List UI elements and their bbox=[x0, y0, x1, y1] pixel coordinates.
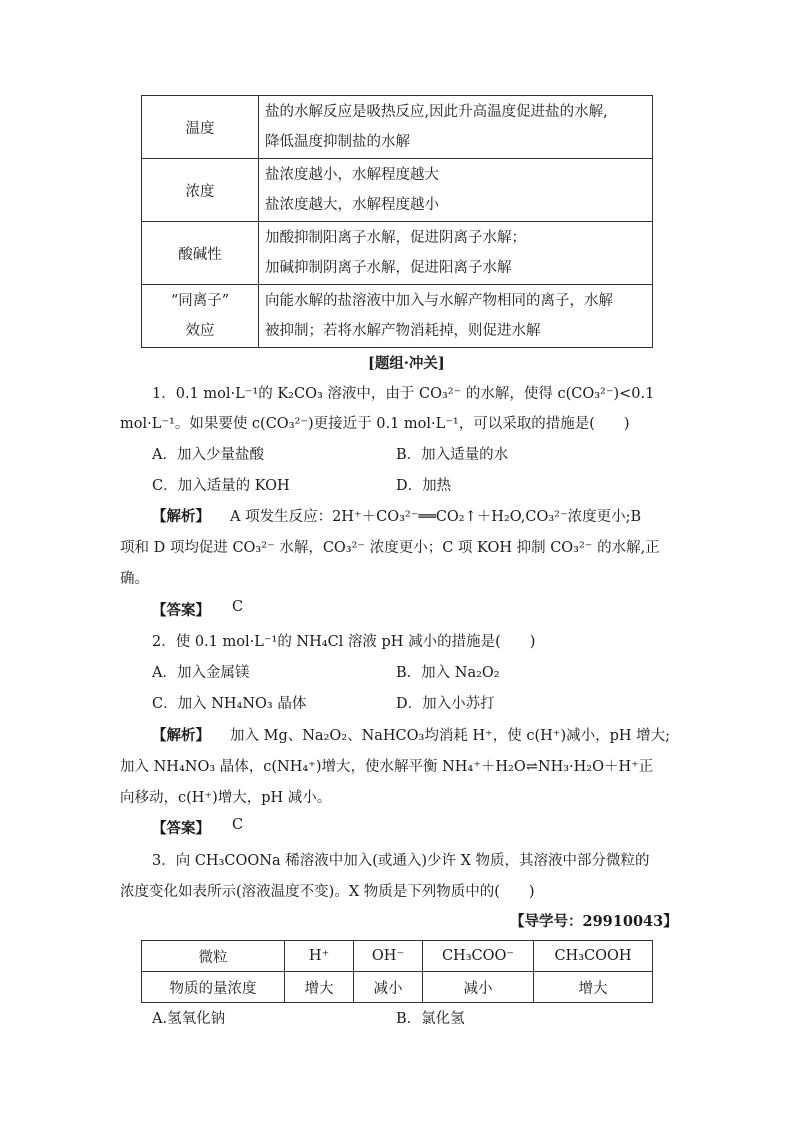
concentration-change-table bbox=[141, 940, 653, 1003]
table-row bbox=[142, 972, 653, 1003]
table-cell: 减小 bbox=[423, 972, 534, 1003]
q3-stem-line: 浓度变化如表所示(溶液温度不变)。X 物质是下列物质中的( ) bbox=[120, 884, 535, 900]
effect-cell bbox=[259, 96, 653, 159]
effect-line: 被抑制；若将水解产物消耗掉，则促进水解 bbox=[265, 323, 541, 339]
table-header-row bbox=[142, 941, 653, 972]
factor-cell: 酸碱性 bbox=[142, 222, 259, 285]
table-cell: 增大 bbox=[534, 972, 653, 1003]
q1-analysis-line: A 项发生反应：2H⁺＋CO₃²⁻══CO₂↑＋H₂O,CO₃²⁻浓度更小;B bbox=[230, 509, 642, 525]
q2-analysis-line: 加入 Mg、Na₂O₂、NaHCO₃均消耗 H⁺，使 c(H⁺)减小，pH 增大; bbox=[230, 728, 671, 744]
q1-option-d: D．加热 bbox=[396, 478, 452, 494]
table-row bbox=[142, 96, 653, 159]
q1-analysis-tag: 【解析】 bbox=[152, 508, 210, 525]
factor-cell bbox=[142, 285, 259, 348]
effect-line: 向能水解的盐溶液中加入与水解产物相同的离子，水解 bbox=[265, 293, 613, 309]
q3-option-b: B．氯化氢 bbox=[396, 1011, 465, 1027]
header-cell: CH₃COOH bbox=[534, 941, 653, 972]
q2-option-c: C．加入 NH₄NO₃ 晶体 bbox=[152, 696, 307, 712]
table-row bbox=[142, 159, 653, 222]
effect-cell bbox=[259, 222, 653, 285]
table-cell: 物质的量浓度 bbox=[142, 972, 285, 1003]
table-row bbox=[142, 285, 653, 348]
q2-option-d: D．加入小苏打 bbox=[396, 696, 495, 712]
q1-option-b: B．加入适量的水 bbox=[396, 447, 509, 463]
q1-stem-line: 1．0.1 mol·L⁻¹的 K₂CO₃ 溶液中，由于 CO₃²⁻ 的水解，使得 c(CO₃²⁻)<0.1 bbox=[152, 386, 655, 402]
factor-line: “同离子” bbox=[170, 293, 230, 309]
q2-analysis-line: 向移动，c(H⁺)增大，pH 减小。 bbox=[120, 790, 332, 806]
effect-cell bbox=[259, 285, 653, 348]
q2-analysis-tag: 【解析】 bbox=[152, 727, 210, 744]
q2-answer: C bbox=[232, 817, 244, 833]
q2-stem-line: 2．使 0.1 mol·L⁻¹的 NH₄Cl 溶液 pH 减小的措施是( ) bbox=[152, 634, 536, 650]
q2-answer-tag: 【答案】 bbox=[152, 820, 210, 837]
q1-option-c: C．加入适量的 KOH bbox=[152, 478, 290, 494]
effect-line: 加碱抑制阴离子水解，促进阳离子水解 bbox=[265, 260, 512, 276]
table-cell: 减小 bbox=[354, 972, 423, 1003]
table-row bbox=[142, 222, 653, 285]
factor-cell: 温度 bbox=[142, 96, 259, 159]
q2-option-b: B．加入 Na₂O₂ bbox=[396, 665, 500, 681]
q3-stem-line: 3．向 CH₃COONa 稀溶液中加入(或通入)少许 X 物质，其溶液中部分微粒的 bbox=[152, 853, 650, 869]
hydrolysis-factor-table bbox=[141, 95, 653, 348]
q1-analysis-line: 确。 bbox=[120, 571, 149, 587]
effect-line: 降低温度抑制盐的水解 bbox=[265, 134, 410, 150]
q3-option-a: A.氢氧化钠 bbox=[152, 1011, 226, 1027]
section-heading: [题组·冲关] bbox=[368, 355, 445, 372]
effect-line: 盐浓度越小，水解程度越大 bbox=[265, 167, 439, 183]
q1-answer: C bbox=[232, 599, 244, 615]
effect-line: 盐浓度越大，水解程度越小 bbox=[265, 197, 439, 213]
effect-line: 加酸抑制阳离子水解，促进阴离子水解； bbox=[265, 230, 526, 246]
header-cell: OH⁻ bbox=[354, 941, 423, 972]
guide-number: 【导学号：29910043】 bbox=[510, 913, 678, 930]
q1-option-a: A．加入少量盐酸 bbox=[152, 447, 264, 463]
effect-line: 盐的水解反应是吸热反应,因此升高温度促进盐的水解, bbox=[265, 104, 608, 120]
header-cell: 微粒 bbox=[142, 941, 285, 972]
header-cell: H⁺ bbox=[285, 941, 354, 972]
header-cell: CH₃COO⁻ bbox=[423, 941, 534, 972]
q2-option-a: A．加入金属镁 bbox=[152, 665, 250, 681]
factor-cell: 浓度 bbox=[142, 159, 259, 222]
q1-answer-tag: 【答案】 bbox=[152, 602, 210, 619]
q2-analysis-line: 加入 NH₄NO₃ 晶体，c(NH₄⁺)增大，使水解平衡 NH₄⁺＋H₂O⇌NH₃·H₂O＋H⁺正 bbox=[120, 759, 654, 775]
q1-analysis-line: 项和 D 项均促进 CO₃²⁻ 水解，CO₃²⁻ 浓度更小；C 项 KOH 抑制 CO₃²⁻ 的水解,正 bbox=[120, 540, 660, 556]
factor-line: 效应 bbox=[185, 323, 215, 339]
q1-stem-line: mol·L⁻¹。如果要使 c(CO₃²⁻)更接近于 0.1 mol·L⁻¹，可以采取的措施是( ) bbox=[120, 416, 630, 432]
effect-cell bbox=[259, 159, 653, 222]
table-cell: 增大 bbox=[285, 972, 354, 1003]
